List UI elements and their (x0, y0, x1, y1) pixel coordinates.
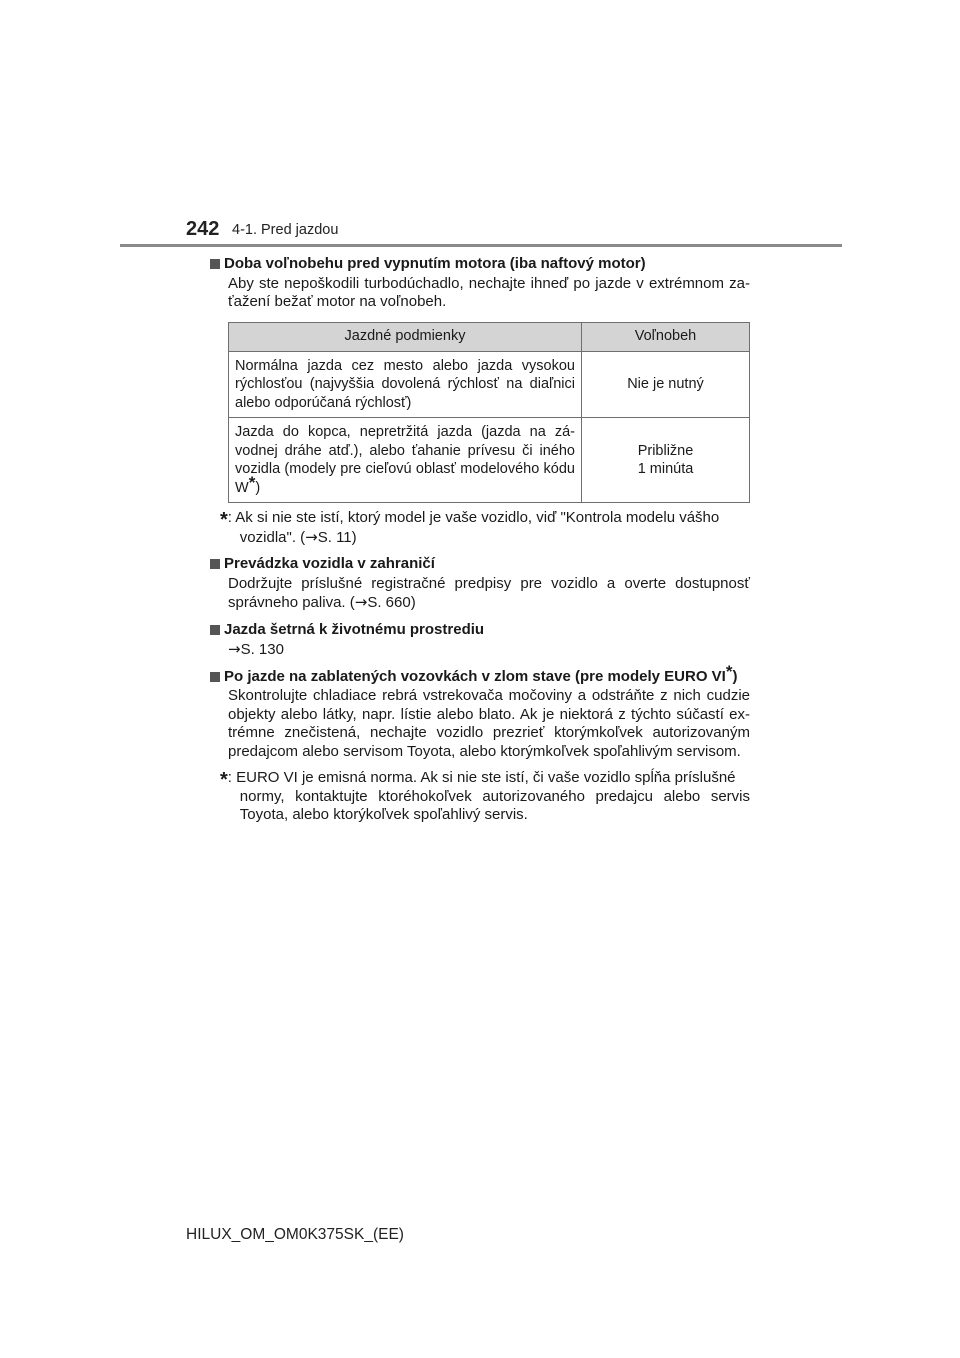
column-header: Voľnobeh (582, 322, 750, 351)
square-bullet-icon (210, 625, 220, 635)
footnote-line: vozidla". (→S. 11) (239, 527, 357, 546)
footnote-text (228, 769, 750, 825)
block-heading (210, 255, 750, 274)
column-header: Jazdné podmienky (229, 322, 582, 351)
table-cell: Nie je nutný (582, 351, 750, 418)
block-heading (210, 621, 750, 640)
footnote-line: normy, kontaktujte ktoréhokoľvek autorizovaného predajcu alebo servis Toyota, alebo ktorýkoľvek spoľahlivý servis. (239, 787, 750, 823)
block-heading (210, 555, 750, 574)
footnote (220, 509, 750, 547)
block-eco (210, 621, 750, 660)
block-text: Dodržujte príslušné registračné predpisy pre vozidlo a overte dostupnosť správneho paliva. (→S. 660) (228, 574, 750, 611)
square-bullet-icon (210, 259, 220, 269)
block-heading (210, 661, 750, 687)
asterisk-mark: * (220, 509, 228, 531)
document-code: HILUX_OM_OM0K375SK_(EE) (186, 1226, 404, 1243)
asterisk-mark: * (220, 769, 228, 791)
heading-text: Prevádzka vozidla v zahraničí (224, 555, 435, 572)
footnote-text (228, 509, 750, 547)
table-row (229, 418, 750, 503)
idle-table (228, 322, 750, 504)
cell-text: Jazda do kopca, nepretržitá jazda (jazda na zá-vodnej dráhe atď.), alebo ťahanie prívesu či iného vozidla (modely pre cieľovú oblasť modelového kódu W (235, 424, 575, 496)
header-rule (120, 244, 842, 247)
heading-text: Po jazde na zablatených vozovkách v zlom stave (pre modely EURO VI*) (224, 661, 738, 685)
idle-line: Približne (637, 442, 694, 459)
cell-text-end: ) (255, 479, 261, 496)
asterisk-mark: * (725, 661, 733, 681)
block-abroad (210, 555, 750, 613)
heading-text: Jazda šetrná k životnému prostrediu (224, 620, 485, 638)
block-text: Aby ste nepoškodili turbodúchadlo, nechajte ihneď po jazde v extrémnom za-ťažení bežať motor na voľnobeh. (228, 274, 750, 310)
page-number: 242 (186, 218, 220, 240)
arrow-icon: → (354, 593, 368, 611)
arrow-icon: → (228, 640, 241, 658)
heading-text: Doba voľnobehu pred vypnutím motora (iba naftový motor) (224, 255, 646, 272)
page-content (210, 255, 750, 833)
square-bullet-icon (210, 672, 220, 682)
block-idle-time (210, 255, 750, 312)
table-row (229, 351, 750, 418)
block-text: →S. 130 (228, 640, 284, 658)
asterisk-mark: * (248, 472, 256, 492)
table-cell: Normálna jazda cez mesto alebo jazda vysokou rýchlosťou (najvyššia dovolená rýchlosť na diaľnici alebo odporúčaná rýchlosť) (229, 351, 582, 418)
footnote (220, 769, 750, 825)
idle-line: 1 minúta (637, 461, 694, 477)
block-muddy-roads (210, 661, 750, 762)
table-header-row (229, 322, 750, 351)
table-cell (582, 418, 750, 503)
square-bullet-icon (210, 559, 220, 569)
section-title: 4-1. Pred jazdou (232, 222, 339, 238)
block-text: Skontrolujte chladiace rebrá vstrekovača močoviny a odstráňte z nich cudzie objekty alebo látky, napr. lístie alebo blato. Ak je niektorá z týchto súčastí ex-trémne znečistená, nechajte vozidlo prezrieť ktorýmkoľvek autorizovaným predajcom alebo servisom Toyota, alebo ktorýmkoľvek spoľahlivým servisom. (228, 687, 750, 760)
table-cell (229, 418, 582, 503)
footnote-line: : EURO VI je emisná norma. Ak si nie ste istí, či vaše vozidlo spĺňa príslušné (227, 769, 736, 786)
footnote-line: : Ak si nie ste istí, ktorý model je vaše vozidlo, viď "Kontrola modelu vášho (227, 509, 720, 526)
arrow-icon: → (305, 527, 318, 546)
